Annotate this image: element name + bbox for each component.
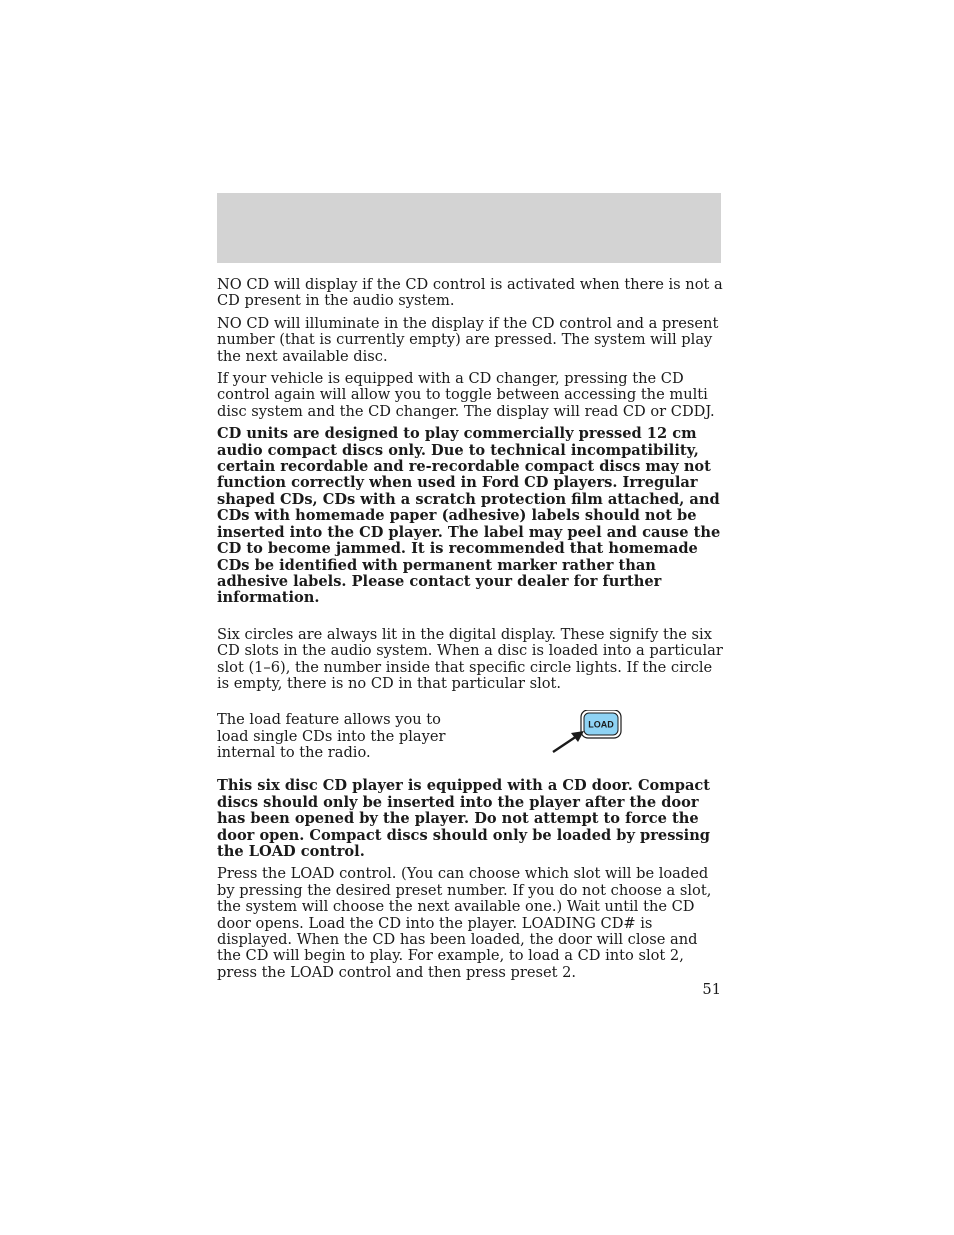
cd-units-warning: CD units are designed to play commercially pressed 12 cm audio compact discs only. Due to technical incompatibility, certain recordable and re-recordable compact discs may not function correctly when used in Ford CD players. Irregular shaped CDs, CDs with a scratch protection film attached, and CDs with homemade paper (adhesive) labels should not be inserted into the CD player. The label may peel and cause the CD to become jammed. It is recommended that homemade CDs be identified with permanent marker rather than adhesive labels. Please contact your dealer for further information. [217,425,721,607]
section-header-band [217,193,721,263]
cd-door-warning: This six disc CD player is equipped with a CD door. Compact discs should only be inserted into the player after the door has been opened by the player. Do not attempt to force the door open. Compact discs should only be loaded by pressing the LOAD control. [217,777,711,860]
load-button-label: LOAD [588,719,614,730]
no-cd-illuminate-paragraph: NO CD will illuminate in the display if the CD control and a present number (that is currently empty) are pressed. The system will play the next available disc. [217,314,719,365]
pointer-arrow-icon [553,731,584,752]
load-button-illustration [551,710,623,758]
load-feature-paragraph: The load feature allows you to load single CDs into the player internal to the radio. [217,711,446,762]
load-button-icon [581,710,621,738]
no-cd-display-paragraph: NO CD will display if the CD control is activated when there is not a CD present in the audio system. [217,276,723,310]
six-circles-paragraph: Six circles are always lit in the digital display. These signify the six CD slots in the audio system. When a disc is loaded into a particular slot (1–6), the number inside that specific circle lights. If the circle is empty, there is no CD in that particular slot. [217,625,723,692]
page-number: 51 [702,981,721,998]
press-load-paragraph: Press the LOAD control. (You can choose which slot will be loaded by pressing the desired preset number. If you do not choose a slot, the system will choose the next available one.) Wait until the CD door opens. Load the CD into the player. LOADING CD# is displayed. When the CD has been loaded, the door will close and the CD will begin to play. For example, to load a CD into slot 2, press the LOAD control and then press preset 2. [217,865,712,981]
cd-changer-paragraph: If your vehicle is equipped with a CD changer, pressing the CD control again will allow you to toggle between accessing the multi disc system and the CD changer. The display will read CD or CDDJ. [217,370,715,420]
load-feature-row [217,712,723,768]
page-content [217,277,723,987]
